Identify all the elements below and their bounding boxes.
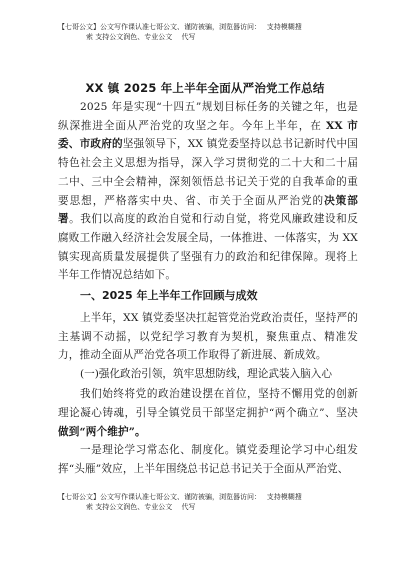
footer-note-line1: 【七哥公文】公文写作课认准七哥公文、谨防被骗，浏览器访问： 支持模糊搜 [58, 493, 302, 501]
subsection-heading-1: (一)强化政治引领，筑牢思想防线，理论武装入脑入心 [80, 368, 332, 381]
intro-text-bold-city: XX 市委、市政府的 [58, 119, 358, 151]
document-body [58, 98, 358, 479]
political-text-a: 我们始终将党的政治建设摆在首位，坚持不懈用党的创新理论凝心铸魂，引导全镇党员干部坚定拥护“两个确立”、坚决 [58, 388, 358, 419]
footer-note-line2: 索 支持公文润色、专业公文 代写 [86, 503, 196, 511]
review-text-b: 推动全面从严治党各项工作取得了新进展、新成效。 [79, 349, 327, 362]
intro-text-g: 。我们以高度的政治自觉和行动自觉，将党风廉政建设和反腐败工作融入经济社会发展全局，一体推进、一体落实，为 XX 镇实现高质量发展提供了坚强有力的政治和纪律保障。现将上半年工作情况总结如下。 [58, 213, 358, 282]
footer-watermark-note [58, 492, 354, 512]
paragraph-political [58, 385, 358, 441]
intro-text-d: 社会主义思想为指导，深入学习贯彻党的二十大和二十届二中、三中全会精神，深刻领悟总书记关于党的自我革命的重 [58, 157, 358, 188]
paragraph-intro [58, 98, 358, 285]
document-title: XX 镇 2025 年上半年全面从严治党工作总结 [85, 81, 325, 95]
intro-text-bold-decision: 决策部署 [58, 194, 358, 226]
intro-text-a: 2025 年是实现“十四五”规划目标任务的关键之年，也是纵深推进全面从严治党的攻坚之年。今年上半年，在 [58, 101, 358, 132]
political-text-bold: 做到“两个维护”。 [58, 425, 146, 438]
header-watermark-note [58, 22, 354, 42]
intro-text-c: 坚强领导下，XX 镇党委坚持以总书记新时代中国特色 [58, 138, 358, 170]
paragraph-theory-study: 一是理论学习常态化、制度化。镇党委理论学习中心组发挥“头雁”效应，上半年围绕总书记总书记关于全面从严治党、 [58, 444, 358, 475]
review-text-a: 上半年，XX 镇党委坚决扛起管党治党政治责任，坚持严的主基调不动摇，以党纪学习教育为契机，聚焦重点、精准发力， [58, 312, 358, 362]
intro-text-e: 要思想，严格落实中央、省、市关于全面从严治党的 [58, 194, 325, 207]
header-note-line1: 【七哥公文】公文写作课认准七哥公文、谨防被骗，浏览器访问： 支持模糊搜 [58, 23, 302, 31]
header-note-line2: 索 支持公文润色、专业公文 代写 [86, 33, 196, 41]
section-heading-1: 一、2025 年上半年工作回顾与成效 [80, 289, 258, 303]
paragraph-review [58, 309, 358, 365]
